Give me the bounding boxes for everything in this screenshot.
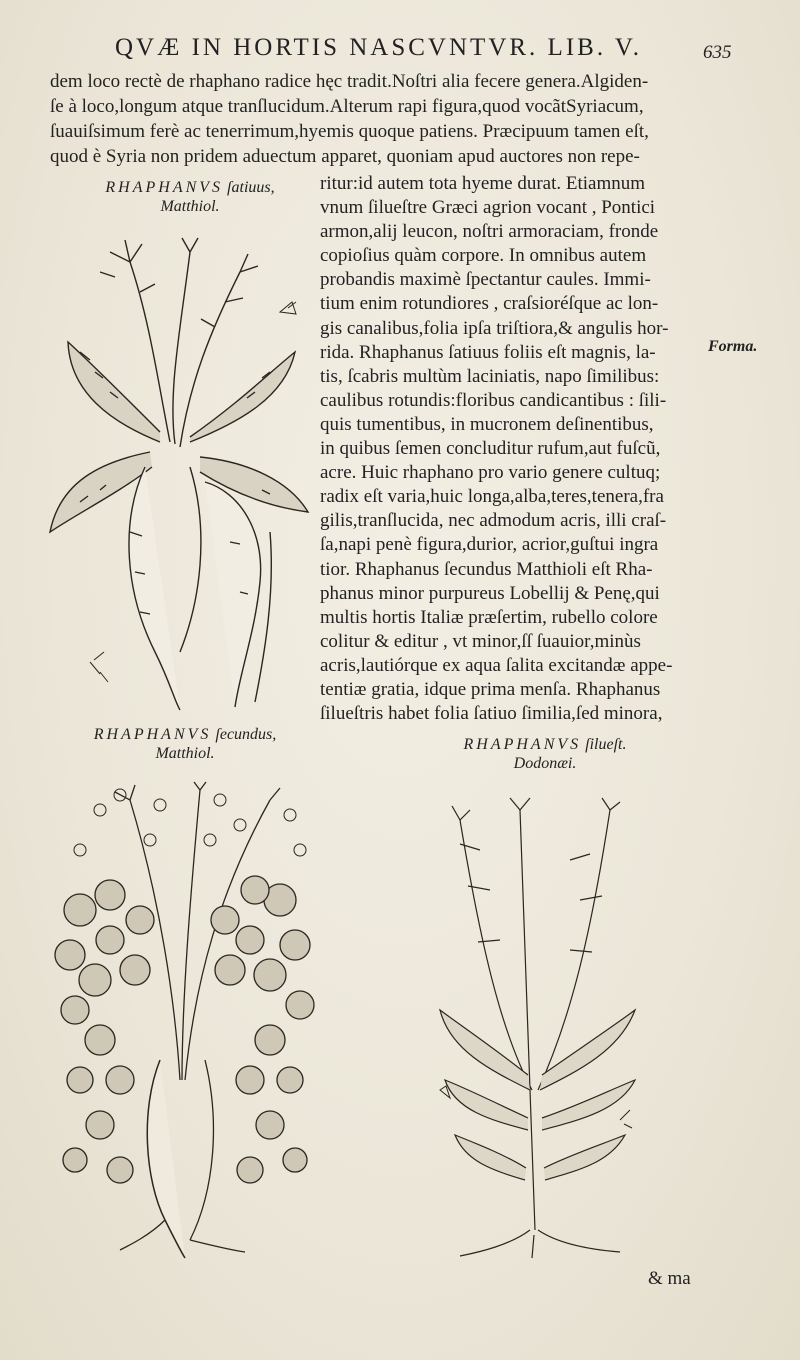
text-line: acris,lautiórque ex aqua ſalita excitandæ appe- [320,654,673,676]
text-line: in quibus ſemen concluditur rufum,aut fuſcũ, [320,438,661,460]
radish-woodcut-1 [40,232,320,712]
figure-caption [420,735,670,773]
text-line: rida. Rhaphanus ſatiuus foliis eſt magnis, la- [320,341,656,363]
text-line: gilis,tranſlucida, nec admodum acris, illi craſ- [320,510,667,532]
text-line: colitur & editur , vt minor,ſſ ſuauior,minùs [320,630,641,652]
catchword: & ma [648,1268,691,1289]
running-head: QVÆ IN HORTIS NASCVNTVR. LIB. V. [115,34,642,61]
caption-rest: ſilueſt. [585,736,627,753]
text-line: probandis maximè ſpectantur caules. Immi- [320,269,651,291]
text-line: multis hortis Italiæ præſertim, rubello colore [320,606,658,628]
text-line: caulibus rotundis:floribus candicantibus : ſili- [320,389,667,411]
text-line: tis, ſcabris multùm laciniatis, napo ſimilibus: [320,365,660,387]
text-line: tium enim rotundiores , craſsioréſque ac lon- [320,293,659,315]
text-line: ſuauiſsimum ferè ac tenerrimum,hyemis quoque patiens. Præcipuum tamen eſt, [50,121,649,142]
text-line: tentiæ gratia, idque prima menſa. Rhaphanus [320,678,661,700]
text-line: tior. Rhaphanus ſecundus Matthioli eſt Rha- [320,558,653,580]
text-line: radix eſt varia,huic longa,alba,teres,tenera,fra [320,486,664,508]
text-line: dem loco rectè de rhaphano radice hęc tradit.Noſtri alia fecere genera.Algiden- [50,71,649,92]
caption-rest: ſecundus, [215,726,277,743]
caption-author: Matthiol. [155,745,215,762]
caption-name: RHAPHANVS [105,179,224,196]
caption-rest: ſatiuus, [227,179,275,196]
figure-caption [55,725,315,763]
caption-name: RHAPHANVS [93,726,212,743]
text-line: ſa,napi penè figura,durior, acrior,guſtui ingra [320,534,659,556]
page-number: 635 [703,42,732,63]
text-line: ſe à loco,longum atque tranſlucidum.Alterum rapi figura,quod vocãtSyriacum, [50,96,644,117]
text-line: copioſius quàm corpore. In omnibus autem [320,245,647,267]
caption-author: Matthiol. [160,198,220,215]
margin-note: Forma. [708,338,758,355]
text-line: ſilueſtris habet folia ſatiuo ſimilia,ſed minora, [320,703,663,725]
text-line: ritur:id autem tota hyeme durat. Etiamnum [320,173,646,194]
text-line: acre. Huic rhaphano pro vario genere cultuq; [320,462,661,484]
figure-caption [70,178,310,216]
text-column [320,172,710,726]
text-line: vnum ſilueſtre Græci agrion vocant , Pontici [320,197,656,219]
radish-woodcut-3 [420,790,660,1260]
text-line: gis canalibus,folia ipſa triſtiora,& angulis hor- [320,317,669,339]
radish-woodcut-2 [40,780,330,1260]
text-line: quod è Syria non pridem aduectum apparet, quoniam apud auctores non repe- [50,146,640,167]
text-line: phanus minor purpureus Lobellij & Penę,qui [320,582,660,604]
caption-name: RHAPHANVS [463,736,582,753]
caption-author: Dodonæi. [513,755,577,772]
text-line: quis tumentibus, in mucronem deſinentibus, [320,413,654,435]
text-line: armon,alij leucon, noſtri armoraciam, fronde [320,221,659,243]
